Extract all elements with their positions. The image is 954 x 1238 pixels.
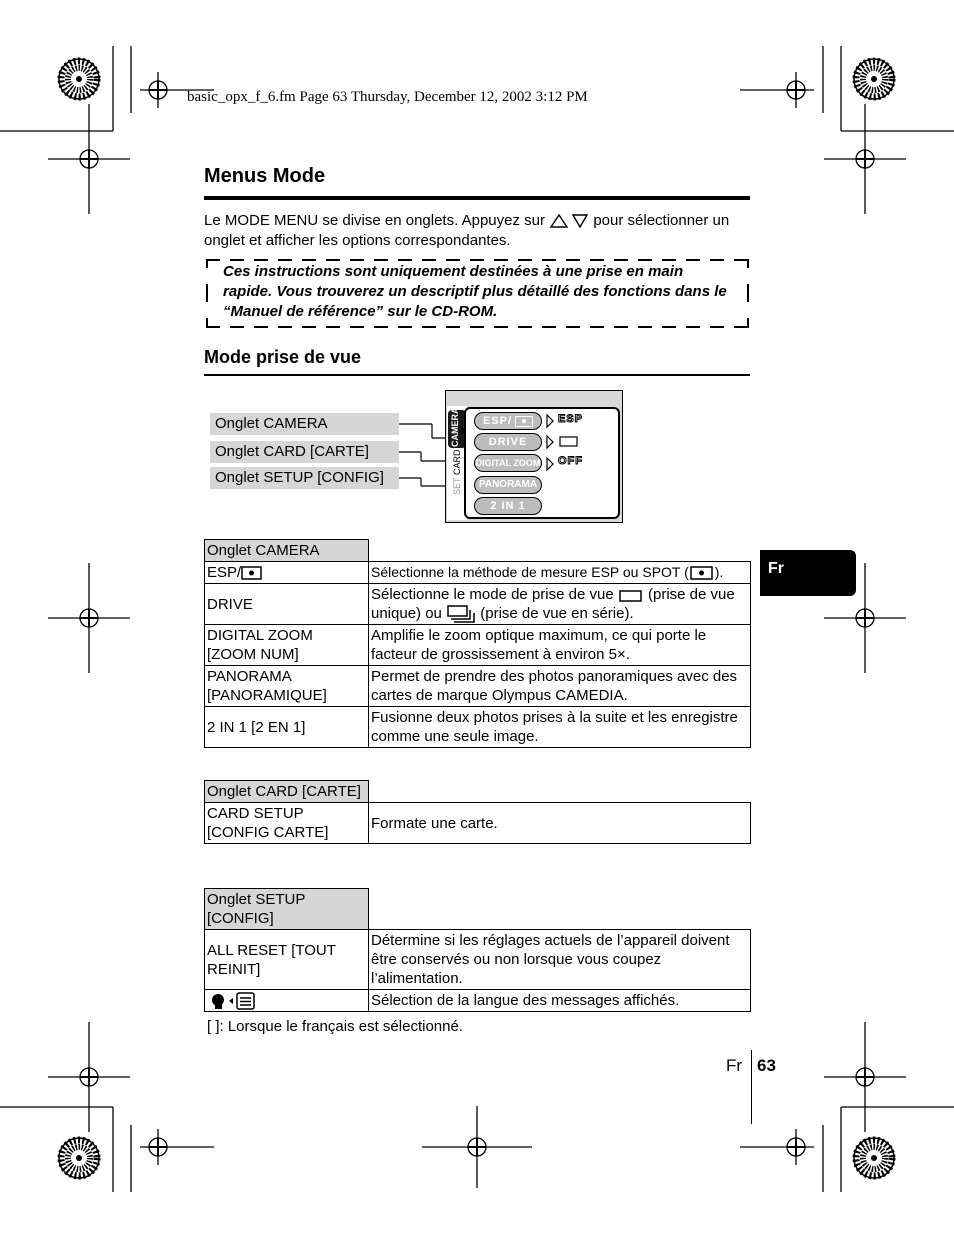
spot-metering-icon xyxy=(241,566,263,580)
row-desc: Permet de prendre des photos panoramiques avec des cartes de marque Olympus CAMEDIA. xyxy=(369,666,751,707)
spot-metering-icon xyxy=(515,416,533,427)
row-name: ALL RESET [TOUT REINIT] xyxy=(205,930,369,990)
table-row xyxy=(205,803,751,844)
up-triangle-icon xyxy=(549,213,589,229)
screen-value-zoom: OFF xyxy=(558,455,583,467)
page-number: 63 xyxy=(757,1056,776,1075)
registration-target-icon xyxy=(59,59,99,99)
spot-metering-icon xyxy=(689,566,715,580)
section-title: Mode prise de vue xyxy=(204,347,362,367)
page-title: Menus Mode xyxy=(204,165,326,187)
title-rule xyxy=(204,196,750,200)
camera-tab-table xyxy=(204,539,751,748)
camera-menu-screen xyxy=(445,390,623,523)
table-header-row xyxy=(205,889,751,930)
screen-item-2in1: 2 IN 1 xyxy=(474,497,542,515)
row-desc: Sélection de la langue des messages affichés. xyxy=(369,990,751,1012)
single-shot-icon xyxy=(618,588,644,602)
note-text: Ces instructions sont uniquement destinées à une prise en main rapide. Vous trouverez un descriptif plus détaillé des fonctions dans le “Manuel de référence” sur le CD-ROM. xyxy=(223,263,727,320)
screen-item-digital-zoom: DIGITAL ZOOM xyxy=(474,454,542,472)
table-row: DRIVE Sélectionne le mode de prise de vue (prise de vue unique) ou (prise de vue en série). xyxy=(205,584,751,625)
registration-target-icon xyxy=(854,1138,894,1178)
table-row xyxy=(205,666,751,707)
screen-item-panorama: PANORAMA xyxy=(474,476,542,494)
screen-item-esp: ESP/ xyxy=(474,412,542,430)
language-side-tab: Fr xyxy=(760,550,856,596)
row-desc: Formate une carte. xyxy=(369,803,751,844)
page-number-divider xyxy=(751,1050,752,1124)
row-name: DRIVE xyxy=(205,584,369,625)
screen-tab-card-label: CARD xyxy=(452,449,462,475)
intro-text-before: Le MODE MENU se divise en onglets. Appuyez sur xyxy=(204,212,550,229)
screen-tab-camera-label: CAMERA xyxy=(450,407,460,447)
language-icon xyxy=(207,992,255,1010)
table-header-cell: Onglet SETUP [CONFIG] xyxy=(205,889,369,930)
screen-item-drive: DRIVE xyxy=(474,433,542,451)
table-row xyxy=(205,990,751,1012)
callout-setup-tab: Onglet SETUP [CONFIG] xyxy=(210,467,399,489)
card-tab-table xyxy=(204,780,751,844)
callout-card-tab: Onglet CARD [CARTE] xyxy=(210,441,399,463)
table-row: ESP/ Sélectionne la méthode de mesure ESP ou SPOT ( ). xyxy=(205,562,751,584)
print-header: basic_opx_f_6.fm Page 63 Thursday, December 12, 2002 3:12 PM xyxy=(187,89,588,105)
setup-tab-table xyxy=(204,888,751,1012)
screen-tab-setup-label: SET xyxy=(452,477,462,495)
value-arrows-icon xyxy=(546,414,554,478)
screen-value-esp: ESP xyxy=(558,413,584,425)
registration-target-icon xyxy=(59,1138,99,1178)
sequential-shooting-icon xyxy=(446,605,476,623)
table-header-row xyxy=(205,781,751,803)
row-desc: Amplifie le zoom optique maximum, ce qui porte le facteur de grossissement à environ 5×. xyxy=(369,625,751,666)
row-name: 2 IN 1 [2 EN 1] xyxy=(205,707,369,748)
row-name: ESP/ xyxy=(207,564,242,581)
intro-text-after: pour sélectionner un onglet et afficher les options correspondantes. xyxy=(204,212,730,249)
row-desc: Fusionne deux photos prises à la suite et les enregistre comme une seule image. xyxy=(369,707,751,748)
page-language: Fr xyxy=(726,1056,743,1075)
row-desc: Sélectionne la méthode de mesure ESP ou SPOT ( xyxy=(371,564,689,580)
row-name: PANORAMA [PANORAMIQUE] xyxy=(205,666,369,707)
intro-paragraph xyxy=(204,211,752,251)
row-name: CARD SETUP [CONFIG CARTE] xyxy=(205,803,369,844)
row-desc: Détermine si les réglages actuels de l’appareil doivent être conservés ou non lorsque vous coupez l’alimentation. xyxy=(369,930,751,990)
screen-menu-area xyxy=(464,407,620,519)
table-header-cell: Onglet CAMERA xyxy=(205,540,369,562)
row-desc: Sélectionne le mode de prise de vue xyxy=(371,586,618,603)
table-row xyxy=(205,625,751,666)
registration-target-icon xyxy=(854,59,894,99)
table-row xyxy=(205,707,751,748)
table-row xyxy=(205,930,751,990)
footnote: [ ]: Lorsque le français est sélectionné. xyxy=(207,1018,463,1035)
row-name: DIGITAL ZOOM [ZOOM NUM] xyxy=(205,625,369,666)
section-rule xyxy=(204,374,750,376)
table-header-cell: Onglet CARD [CARTE] xyxy=(205,781,369,803)
callout-camera-tab: Onglet CAMERA xyxy=(210,413,399,435)
single-shot-icon xyxy=(559,436,579,448)
table-header-row xyxy=(205,540,751,562)
down-triangle-icon xyxy=(573,215,587,227)
